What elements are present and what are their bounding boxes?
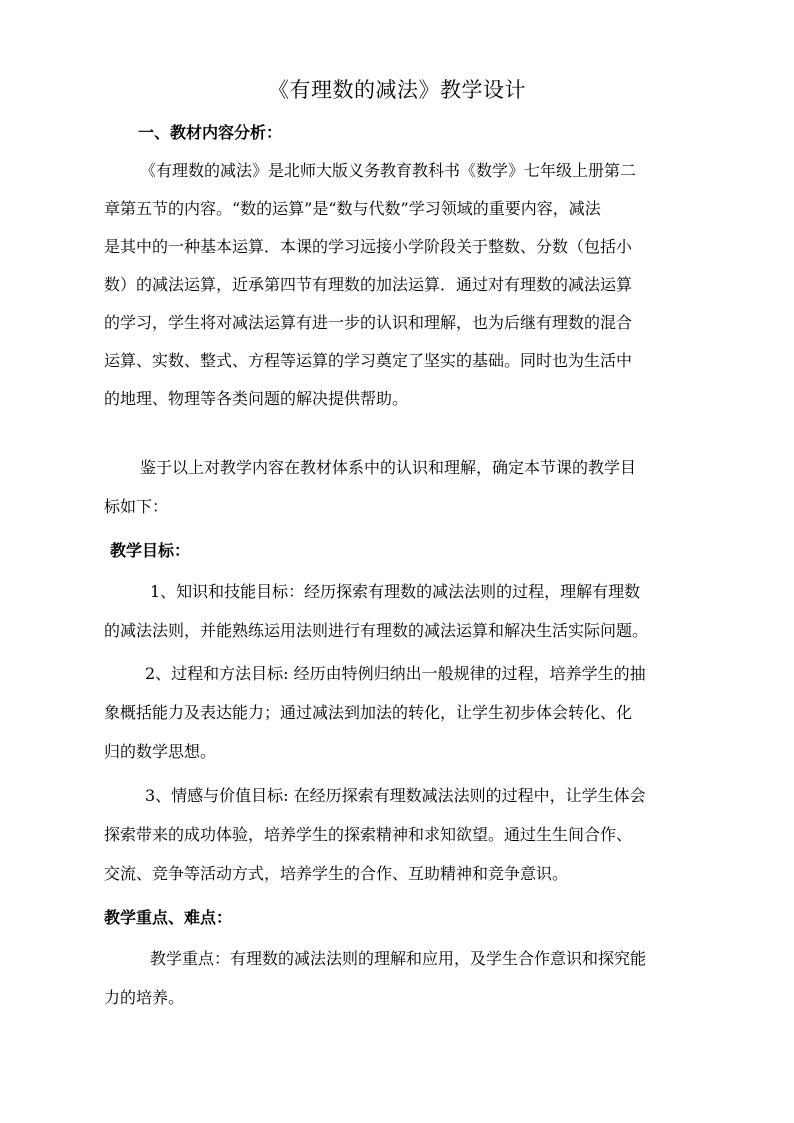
- goal-line: 3、情感与价值目标: 在经历探索有理数减法法则的过程中，让学生体会: [145, 786, 646, 805]
- goal-line: 探索带来的成功体验，培养学生的探索精神和求知欲望。通过生生间合作、: [104, 825, 633, 844]
- section-heading-teaching-goals: 教学目标：: [110, 541, 191, 560]
- document-title: 《有理数的减法》教学设计: [268, 78, 526, 102]
- paragraph-line: 数）的减法运算，近承第四节有理数的加法运算．通过对有理数的减法运算: [104, 275, 633, 294]
- goal-line: 1、知识和技能目标：经历探索有理数的减法法则的过程，理解有理数: [150, 582, 641, 601]
- paragraph-line: 标如下：: [104, 497, 169, 516]
- paragraph-line: 的学习，学生将对减法运算有进一步的认识和理解，也为后继有理数的混合: [104, 313, 633, 332]
- paragraph-line: 的地理、物理等各类问题的解决提供帮助。: [104, 389, 409, 408]
- paragraph-line: 运算、实数、整式、方程等运算的学习奠定了坚实的基础。同时也为生活中: [104, 351, 633, 370]
- paragraph-line: 教学重点：有理数的减法法则的理解和应用，及学生合作意识和探究能: [150, 949, 647, 968]
- paragraph-line: 力的培养。: [104, 988, 185, 1007]
- goal-line: 的减法法则，并能熟练运用法则进行有理数的减法运算和解决生活实际问题。: [104, 621, 649, 640]
- goal-line: 归的数学思想。: [104, 742, 217, 761]
- paragraph-line: 是其中的一种基本运算．本课的学习远接小学阶段关于整数、分数（包括小: [104, 237, 633, 256]
- paragraph-line: 章第五节的内容。“数的运算”是“数与代数”学习领域的重要内容，减法: [104, 199, 601, 218]
- goal-line: 象概括能力及表达能力；通过减法到加法的转化，让学生初步体会转化、化: [104, 703, 633, 722]
- paragraph-line: 鉴于以上对教学内容在教材体系中的认识和理解，确定本节课的教学目: [140, 458, 637, 477]
- goal-line: 2、过程和方法目标: 经历由特例归纳出一般规律的过程，培养学生的抽: [145, 664, 646, 683]
- paragraph-line: 《有理数的减法》是北师大版义务教育教科书《数学》七年级上册第二: [140, 161, 637, 180]
- section-heading-textbook-analysis: 一、教材内容分析：: [138, 123, 283, 142]
- goal-line: 交流、竞争等活动方式，培养学生的合作、互助精神和竞争意识。: [104, 864, 569, 883]
- section-heading-key-points: 教学重点、难点：: [104, 908, 233, 927]
